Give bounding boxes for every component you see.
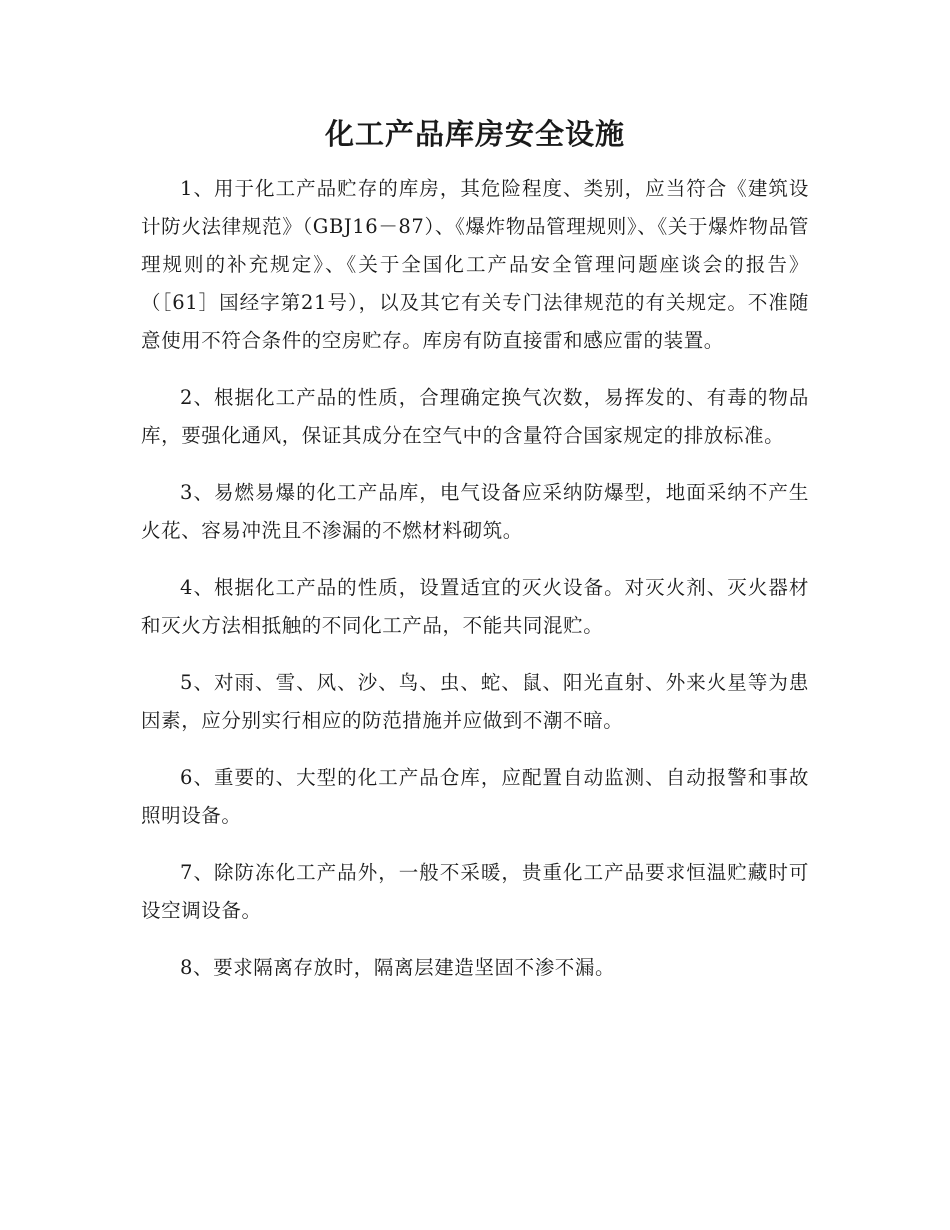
document-title: 化工产品库房安全设施 bbox=[324, 117, 625, 151]
paragraph-8: 8、要求隔离存放时，隔离层建造坚固不渗不漏。 bbox=[180, 956, 616, 979]
paragraph-2: 2、根据化工产品的性质，合理确定换气次数，易挥发的、有毒的物品库，要强化通风，保证其成分在空气中的含量符合国家规定的排放标准。 bbox=[141, 386, 809, 447]
paragraph-1: 1、用于化工产品贮存的库房，其危险程度、类别，应当符合《建筑设计防火法律规范》（GBJ16－87）、《爆炸物品管理规则》、《关于爆炸物品管理规则的补充规定》、《关于全国化工产品安全管理问题座谈会的报告》（［61］国经字第21号），以及其它有关专门法律规范的有关规定。不准随意使用不符合条件的空房贮存。库房有防直接雷和感应雷的装置。 bbox=[141, 177, 809, 352]
paragraph-4: 4、根据化工产品的性质，设置适宜的灭火设备。对灭火剂、灭火器材和灭火方法相抵触的不同化工产品，不能共同混贮。 bbox=[141, 576, 809, 637]
paragraph-6: 6、重要的、大型的化工产品仓库，应配置自动监测、自动报警和事故照明设备。 bbox=[141, 766, 809, 827]
paragraph-7: 7、除防冻化工产品外，一般不采暖，贵重化工产品要求恒温贮藏时可设空调设备。 bbox=[141, 861, 809, 922]
paragraph-5: 5、对雨、雪、风、沙、鸟、虫、蛇、鼠、阳光直射、外来火星等为患因素，应分别实行相应的防范措施并应做到不潮不暗。 bbox=[141, 671, 809, 732]
paragraph-3: 3、易燃易爆的化工产品库，电气设备应采纳防爆型，地面采纳不产生火花、容易冲洗且不渗漏的不燃材料砌筑。 bbox=[141, 481, 809, 542]
document-page bbox=[141, 112, 809, 1006]
